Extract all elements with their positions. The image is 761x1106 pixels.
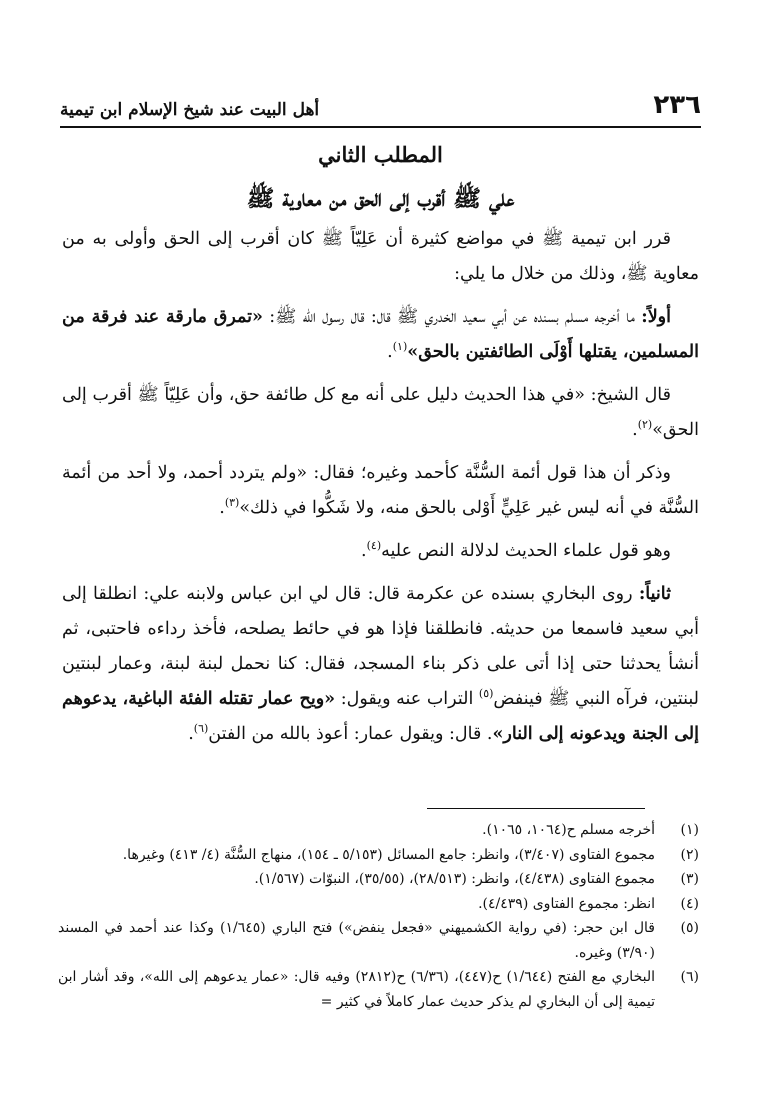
section-title: المطلب الثاني (318, 142, 443, 167)
footnote: (٣) مجموع الفتاوى (٤/٤٣٨)، وانظر: (٢٨/٥١٣)، (٣٥/٥٥)، النبوّات (١/٥٦٧). (254, 871, 699, 887)
footnote: (١) أخرجه مسلم ح(١٠٦٤، ١٠٦٥). (482, 822, 699, 838)
chapter-title: علي ﷺ أقرب إلى الحق من معاوية ﷺ (246, 185, 515, 212)
paragraph-intro: قرر ابن تيمية ﷺ في مواضع كثيرة أن عَلِيّاً ﷺ كان أقرب إلى الحق وأولى به من معاوية ﷺ، وذلك من خلال ما يلي: (62, 229, 699, 284)
paragraph-imams: وذكر أن هذا قول أئمة السُّنَّة كأحمد وغيره؛ فقال: «ولم يتردد أحمد، ولا أحد من أئمة السُّنَّة في أنه ليس غير عَلِيٍّ أَوْلى بالحق منه، ولا شَكُّوا في ذلك»$^{(٣)}$. (62, 463, 699, 518)
running-title: أهل البيت عند شيخ الإسلام ابن تيمية (60, 100, 320, 120)
footnote-divider (427, 808, 645, 809)
body-text (62, 222, 699, 752)
footnote-ref: (٣) (224, 496, 240, 510)
paragraph-scholars: وهو قول علماء الحديث لدلالة النص عليه$^{(٤)}$. (361, 539, 671, 561)
footnote: (٢) مجموع الفتاوى (٣/٤٠٧)، وانظر: جامع المسائل (٥/١٥٣ ـ ١٥٤)، منهاج السُّنَّة (٤/ ٤١٣) وغيرها. (122, 846, 699, 863)
page-header (60, 80, 701, 128)
footnote: (٦) البخاري مع الفتح (١/٦٤٤) ح(٤٤٧)، (٦/٣٦) ح(٢٨١٢) وفيه قال: «عمار يدعوهم إلى الله»، وقد أشار ابن تيمية إلى أن البخاري لم يذكر حديث عمار كاملاً في كثير = (58, 969, 699, 1010)
footnotes (58, 818, 699, 1014)
paragraph-sheikh-quote: قال الشيخ: «في هذا الحديث دليل على أنه مع كل طائفة حق، وأن عَلِيّاً ﷺ أقرب إلى الحق»$^{(٢)}$. (62, 385, 699, 440)
footnote-ref: (٢) (637, 418, 653, 432)
footnote-ref: (٦) (193, 722, 209, 736)
point-label: أولاً: (641, 307, 671, 327)
page-number: ٢٣٦ (653, 90, 701, 120)
footnote-ref: (١) (392, 340, 408, 354)
footnote: (٥) قال ابن حجر: (في رواية الكشميهني «فجعل ينفض») فتح الباري (١/٦٤٥) وكذا عند أحمد في المسند (٣/٩٠) وغيره. (58, 920, 699, 961)
paragraph-first-evidence: أولاً: ما أخرجه مسلم بسنده عن أبي سعيد الخدري ﷺ قال: قال رسول الله ﷺ: «تمرق مارقة عند فرقة من المسلمين، يقتلها أَوْلَى الطائفتين بالحق»$^{(١)}$. (62, 307, 699, 362)
paragraph-second-evidence: ثانياً: روى البخاري بسنده عن عكرمة قال: قال لي ابن عباس ولابنه علي: انطلقا إلى أبي سعيد فاسمعا من حديثه. فانطلقنا فإذا هو في حائط يصلحه، فأخذ رداءه فاحتبى، ثم أنشأ يحدثنا حتى إذا أتى على ذكر بناء المسجد، فقال: كنا نحمل لبنة لبنة، وعمار لبنتين لبنتين، فرآه النبي ﷺ فينفض$^{(٥)}$ التراب عنه ويقول: «ويح عمار تقتله الفئة الباغية، يدعوهم إلى الجنة ويدعونه إلى النار». قال: ويقول عمار: أعوذ بالله من الفتن$^{(٦)}$. (62, 584, 699, 744)
footnote-ref: (٥) (478, 687, 494, 701)
hadith-quote: «تمرق مارقة عند فرقة من المسلمين، يقتلها أَوْلَى الطائفتين بالحق» (62, 307, 699, 362)
point-label: ثانياً: (638, 584, 671, 604)
footnote-ref: (٤) (366, 539, 382, 553)
footnote: (٤) انظر: مجموع الفتاوى (٤/٤٣٩). (478, 895, 699, 912)
hadith-quote: «ويح عمار تقتله الفئة الباغية، يدعوهم إلى الجنة ويدعونه إلى النار» (62, 689, 699, 744)
